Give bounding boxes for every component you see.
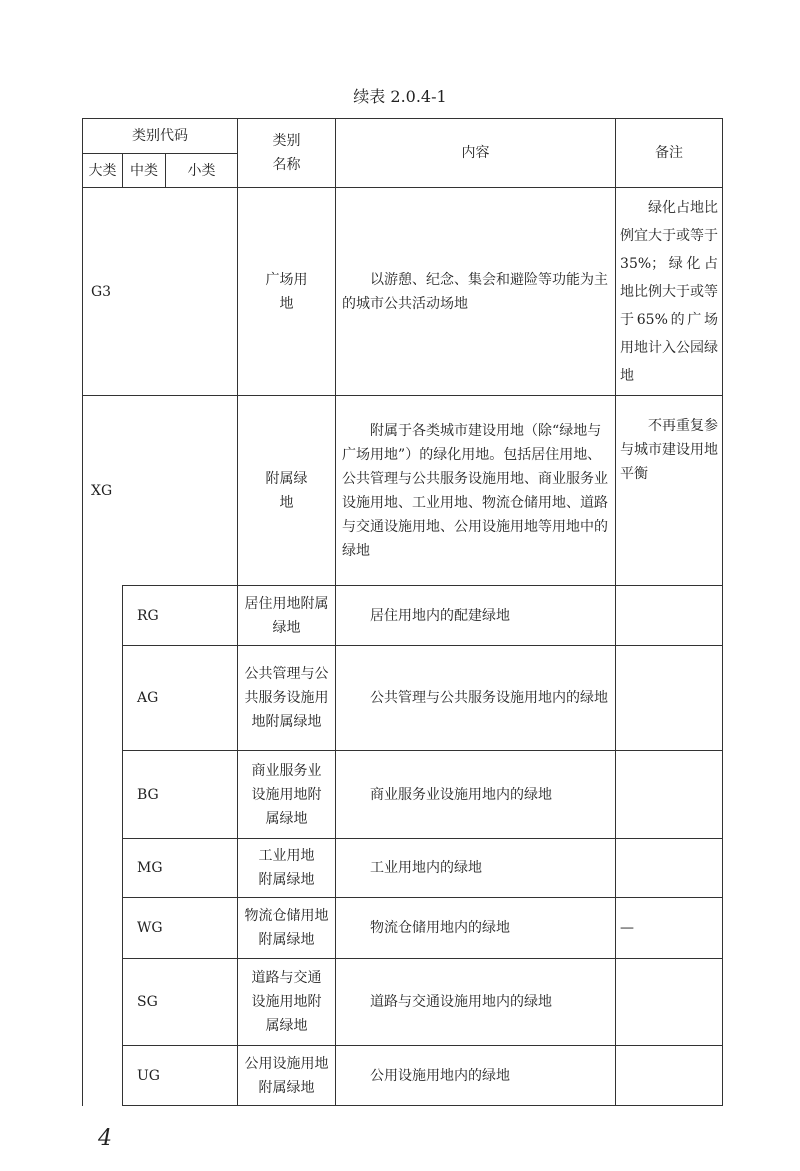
green-space-classification-table [82, 118, 723, 1106]
row-code: WG [123, 898, 238, 959]
row-content: 物流仓储用地内的绿地 [336, 898, 616, 959]
table-caption: 续表 2.0.4-1 [353, 87, 447, 106]
table-row [83, 646, 723, 751]
row-note: 不再重复参与城市建设用地平衡 [616, 396, 723, 586]
row-content: 居住用地内的配建绿地 [336, 586, 616, 646]
row-content: 道路与交通设施用地内的绿地 [336, 959, 616, 1046]
row-name: 物流仓储用地附属绿地 [238, 898, 336, 959]
row-code: SG [123, 959, 238, 1046]
row-name: 道路与交通设施用地附属绿地 [238, 959, 336, 1046]
row-code: AG [123, 646, 238, 751]
table-row [83, 839, 723, 898]
header-name-line2: 名称 [272, 157, 301, 173]
table-row [83, 396, 723, 586]
row-name: 居住用地附属绿地 [238, 586, 336, 646]
table-row [83, 1046, 723, 1106]
row-note: — [616, 898, 723, 959]
row-note: 绿化占地比例宜大于或等于35%；绿化占地比例大于或等于65%的广场用地计入公园绿地 [616, 188, 723, 396]
row-code: XG [83, 396, 238, 586]
row-content: 公用设施用地内的绿地 [336, 1046, 616, 1106]
header-note: 备注 [616, 119, 723, 188]
header-row [83, 119, 723, 154]
row-code: RG [123, 586, 238, 646]
row-name: 公用设施用地附属绿地 [238, 1046, 336, 1106]
table-row [83, 898, 723, 959]
table-row [83, 586, 723, 646]
row-code: G3 [83, 188, 238, 396]
row-code: UG [123, 1046, 238, 1106]
row-code: BG [123, 751, 238, 839]
row-note [616, 751, 723, 839]
page-number: 4 [98, 1126, 112, 1151]
row-content: 商业服务业设施用地内的绿地 [336, 751, 616, 839]
row-name: 广场用地 [238, 188, 336, 396]
row-content: 公共管理与公共服务设施用地内的绿地 [336, 646, 616, 751]
header-name-line1: 类别 [272, 133, 301, 149]
table-row [83, 188, 723, 396]
row-content: 以游憩、纪念、集会和避险等功能为主的城市公共活动场地 [336, 188, 616, 396]
header-medium: 中类 [123, 154, 166, 188]
row-name: 附属绿地 [238, 396, 336, 586]
row-name: 工业用地附属绿地 [238, 839, 336, 898]
row-note [616, 646, 723, 751]
header-minor: 小类 [166, 154, 238, 188]
header-name [238, 119, 336, 188]
row-note [616, 839, 723, 898]
row-name: 商业服务业设施用地附属绿地 [238, 751, 336, 839]
row-name: 公共管理与公共服务设施用地附属绿地 [238, 646, 336, 751]
row-note [616, 586, 723, 646]
header-code-group: 类别代码 [83, 119, 238, 154]
row-code: MG [123, 839, 238, 898]
row-note [616, 1046, 723, 1106]
header-content: 内容 [336, 119, 616, 188]
row-content: 附属于各类城市建设用地（除“绿地与广场用地”）的绿化用地。包括居住用地、公共管理与公共服务设施用地、商业服务业设施用地、工业用地、物流仓储用地、道路与交通设施用地、公用设施用地等用地中的绿地 [336, 396, 616, 586]
header-major: 大类 [83, 154, 123, 188]
table-row [83, 959, 723, 1046]
major-blank-cell [83, 586, 123, 1106]
table-row [83, 751, 723, 839]
row-content: 工业用地内的绿地 [336, 839, 616, 898]
row-note [616, 959, 723, 1046]
